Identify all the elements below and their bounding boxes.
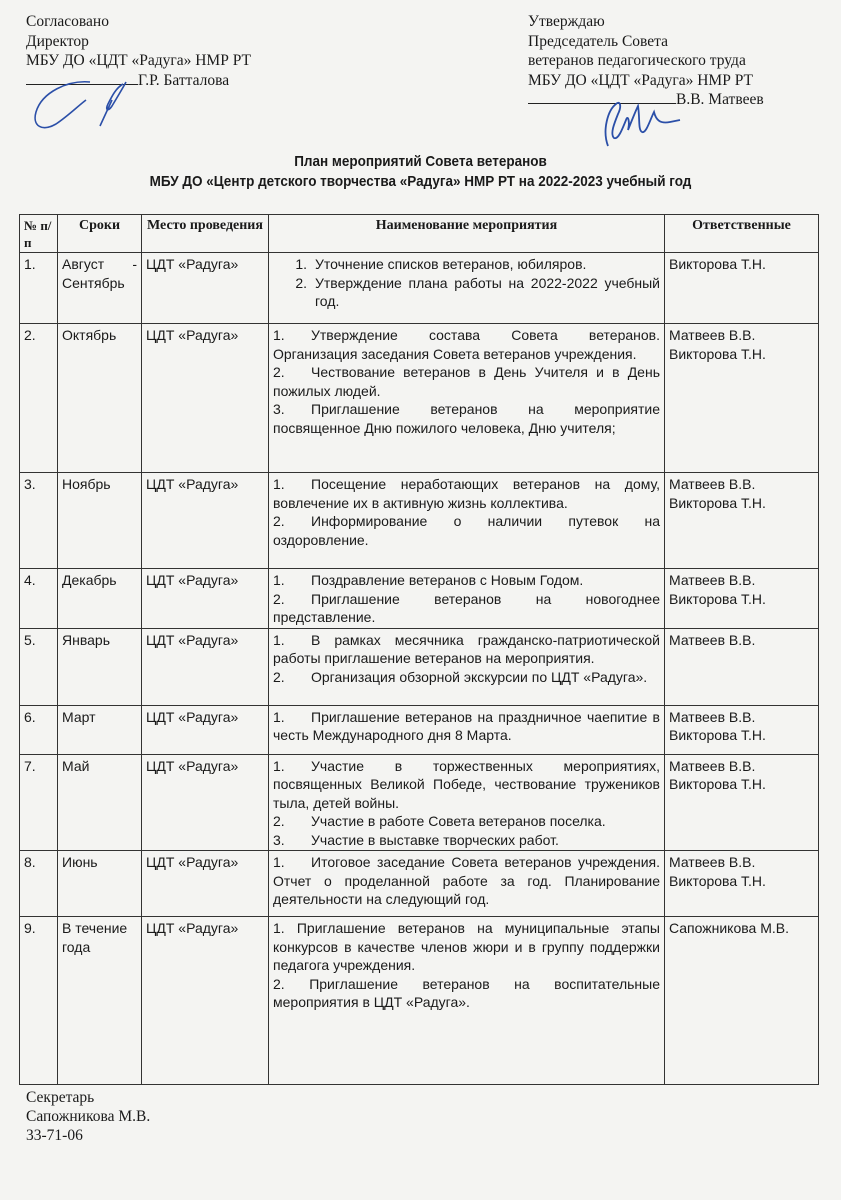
- secretary-block: [26, 1088, 150, 1145]
- event-item: 2. Организация обзорной экскурсии по ЦДТ «Радуга».: [273, 668, 648, 685]
- header-event: Наименование мероприятия: [269, 215, 665, 253]
- row-responsible: Матвеев В.В. Викторова Т.Н.: [665, 851, 819, 917]
- title-line1: План мероприятий Совета ветеранов: [294, 153, 547, 170]
- row-place: ЦДТ «Радуга»: [142, 851, 269, 917]
- row-period: Январь: [58, 628, 142, 705]
- row-events: [269, 917, 665, 1085]
- header-responsible: Ответственные: [665, 215, 819, 253]
- approval-right-signatory: В.В. Матвеев: [676, 91, 764, 108]
- event-item: 2. Приглашение ветеранов на новогоднее представление.: [273, 590, 660, 625]
- event-item: 1. Итоговое заседание Совета ветеранов учреждения. Отчет о проделанной работе за год. Планирование деятельности на следующий год.: [273, 854, 660, 907]
- row-num: 5.: [20, 628, 58, 705]
- event-item: 2. Информирование о наличии путевок на оздоровление.: [273, 513, 660, 548]
- event-item: 1. Участие в торжественных мероприятиях, посвященных Великой Победе, чествование тружеников тыла, детей войны.: [273, 757, 660, 811]
- row-events: [269, 569, 665, 629]
- event-item: 2. Приглашение ветеранов на воспитательные мероприятия в ЦДТ «Радуга».: [273, 975, 660, 1010]
- row-place: ЦДТ «Радуга»: [142, 253, 269, 324]
- table-row: [20, 917, 819, 1085]
- row-place: ЦДТ «Радуга»: [142, 628, 269, 705]
- event-item: 1. Утверждение состава Совета ветеранов. Организация заседания Совета ветеранов учреждения.: [273, 327, 660, 362]
- table-row: [20, 253, 819, 324]
- table-row: [20, 754, 819, 851]
- row-place: ЦДТ «Радуга»: [142, 324, 269, 473]
- approval-right-line1: Утверждаю: [528, 13, 605, 30]
- row-place: ЦДТ «Радуга»: [142, 473, 269, 569]
- event-item: 1. Поздравление ветеранов с Новым Годом.: [273, 572, 584, 588]
- event-item: 1. Посещение неработающих ветеранов на дому, вовлечение их в активную жизнь коллектива.: [273, 476, 660, 511]
- table-row: [20, 851, 819, 917]
- approval-left-signature-line: [26, 71, 251, 91]
- event-item: 2. Чествование ветеранов в День Учителя и в День пожилых людей.: [273, 364, 660, 399]
- row-period: Март: [58, 705, 142, 754]
- table-header-row: [20, 215, 819, 253]
- secretary-title: Секретарь: [26, 1089, 95, 1106]
- event-item: 3. Приглашение ветеранов на мероприятие посвященное Дню пожилого человека, Дню учителя;: [273, 401, 660, 436]
- event-item: 1. Приглашение ветеранов на муниципальные этапы конкурсов в качестве членов жюри и в группу поддержки педагога учреждения.: [273, 920, 660, 973]
- title-line2: МБУ ДО «Центр детского творчества «Радуга» НМР РТ на 2022-2023 учебный год: [149, 173, 692, 190]
- header-period: Сроки: [58, 215, 142, 253]
- row-responsible: Матвеев В.В. Викторова Т.Н.: [665, 705, 819, 754]
- row-period: Декабрь: [58, 569, 142, 629]
- row-events: [269, 253, 665, 324]
- row-responsible: Матвеев В.В. Викторова Т.Н.: [665, 754, 819, 851]
- page-title: [42, 152, 799, 192]
- row-responsible: Матвеев В.В.: [665, 628, 819, 705]
- header-place: Место проведения: [142, 215, 269, 253]
- row-period: Август - Сентябрь: [58, 253, 142, 324]
- row-period: В течение года: [58, 917, 142, 1085]
- row-responsible: Викторова Т.Н.: [665, 253, 819, 324]
- row-period: Ноябрь: [58, 473, 142, 569]
- approval-right-signature-line: [528, 90, 764, 110]
- approval-right-line2: Председатель Совета: [528, 32, 668, 50]
- row-period: Октябрь: [58, 324, 142, 473]
- row-responsible: Сапожникова М.В.: [665, 917, 819, 1085]
- row-responsible: Матвеев В.В. Викторова Т.Н.: [665, 569, 819, 629]
- row-events: [269, 851, 665, 917]
- approval-left-line3: МБУ ДО «ЦДТ «Радуга» НМР РТ: [26, 52, 251, 69]
- approval-left-signatory: Г.Р. Батталова: [138, 71, 230, 89]
- row-place: ЦДТ «Радуга»: [142, 754, 269, 851]
- row-events: [269, 754, 665, 851]
- table-row: [20, 473, 819, 569]
- row-num: 7.: [20, 754, 58, 851]
- table-row: [20, 324, 819, 473]
- approval-left-line1: Согласовано: [26, 13, 109, 30]
- table-row: [20, 569, 819, 629]
- approval-right-line4: МБУ ДО «ЦДТ «Радуга» НМР РТ: [528, 71, 753, 89]
- row-num: 3.: [20, 473, 58, 569]
- event-item: 1. Уточнение списков ветеранов, юбиляров.: [295, 256, 587, 272]
- header-num: № п/п: [20, 215, 58, 253]
- event-item: 2. Участие в работе Совета ветеранов поселка.: [273, 813, 606, 829]
- table-row: [20, 705, 819, 754]
- row-responsible: Матвеев В.В. Викторова Т.Н.: [665, 324, 819, 473]
- event-item: 1. В рамках месячника гражданско-патриотической работы приглашение ветеранов на мероприятия.: [273, 631, 660, 666]
- row-place: ЦДТ «Радуга»: [142, 705, 269, 754]
- row-place: ЦДТ «Радуга»: [142, 917, 269, 1085]
- secretary-name: Сапожникова М.В.: [26, 1108, 151, 1125]
- row-num: 9.: [20, 917, 58, 1085]
- signature-underline: [528, 103, 676, 104]
- approval-block-right: [528, 12, 764, 110]
- row-num: 2.: [20, 324, 58, 473]
- row-responsible: Матвеев В.В. Викторова Т.Н.: [665, 473, 819, 569]
- event-item: 2. Утверждение плана работы на 2022-2022 учебный год.: [295, 274, 660, 309]
- approval-left-line2: Директор: [26, 32, 89, 50]
- events-table: [19, 214, 819, 1085]
- approval-block-left: [26, 12, 251, 90]
- row-num: 6.: [20, 705, 58, 754]
- row-period: Июнь: [58, 851, 142, 917]
- signature-underline: [26, 84, 138, 85]
- table-row: [20, 628, 819, 705]
- event-item: 1. Приглашение ветеранов на праздничное чаепитие в честь Международного дня 8 Марта.: [273, 708, 660, 743]
- row-period: Май: [58, 754, 142, 851]
- row-num: 1.: [20, 253, 58, 324]
- row-place: ЦДТ «Радуга»: [142, 569, 269, 629]
- row-events: [269, 324, 665, 473]
- row-num: 8.: [20, 851, 58, 917]
- row-events: [269, 628, 665, 705]
- row-events: [269, 473, 665, 569]
- row-events: [269, 705, 665, 754]
- secretary-phone: 33-71-06: [26, 1127, 83, 1144]
- event-item: 3. Участие в выставке творческих работ.: [273, 831, 559, 848]
- approval-right-line3: ветеранов педагогического труда: [528, 52, 746, 69]
- row-num: 4.: [20, 569, 58, 629]
